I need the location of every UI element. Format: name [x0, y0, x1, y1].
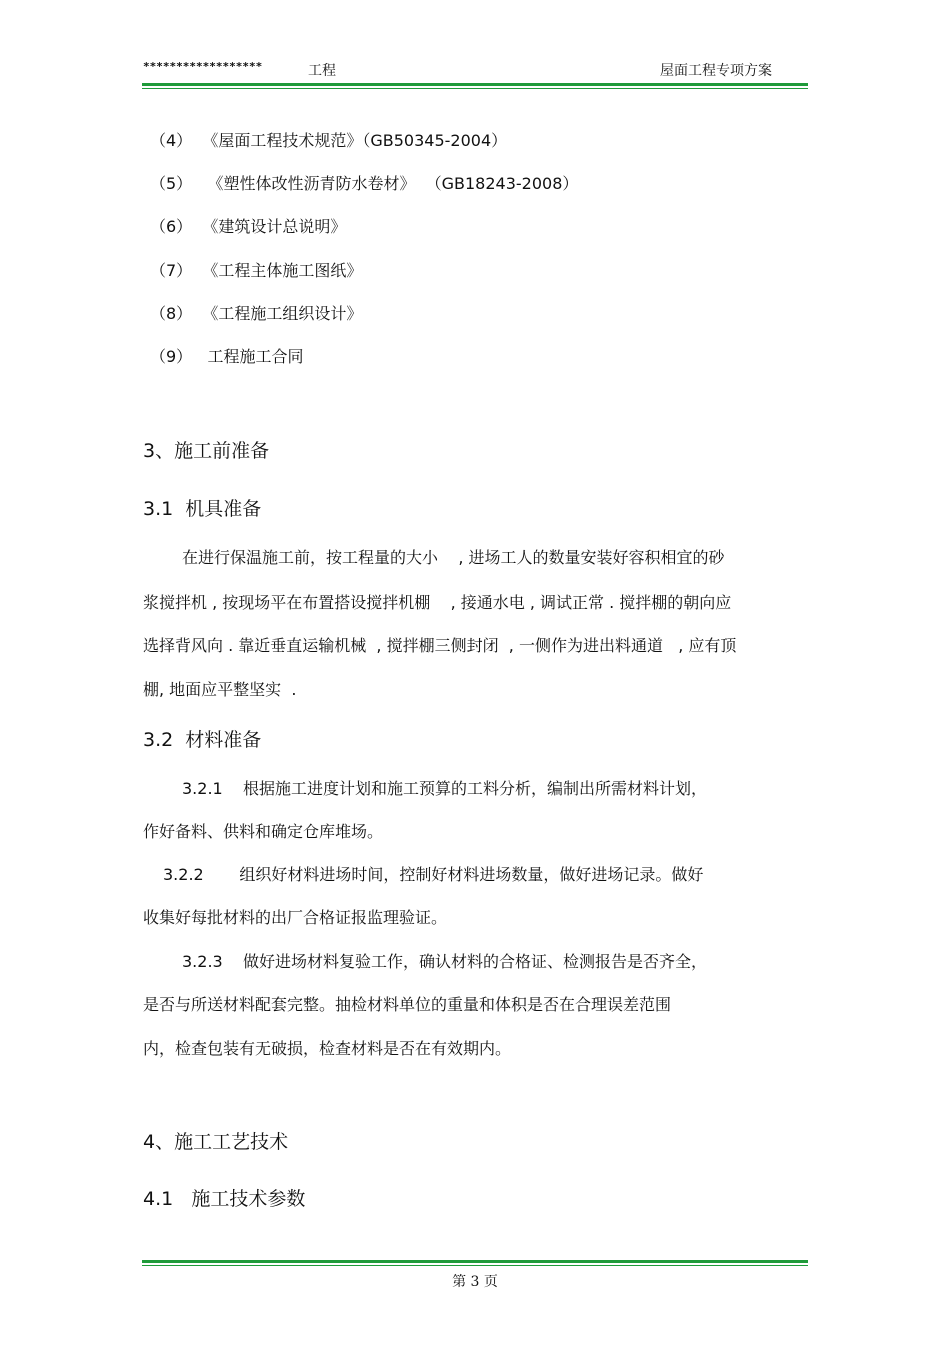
reference-item-4: （4） 《屋面工程技术规范》（GB50345-2004） — [150, 131, 508, 150]
page-number: 第 3 页 — [452, 1274, 498, 1290]
section-3-1-para-line: 在进行保温施工前，按工程量的大小 , 进场工人的数量安装好容积相宜的砂 — [182, 548, 725, 567]
header-rule-thick — [142, 83, 808, 86]
section-3-2-heading: 3.2 材料准备 — [143, 729, 262, 751]
reference-item-6: （6） 《建筑设计总说明》 — [150, 217, 347, 236]
section-3-2-3-line: 3.2.3 做好进场材料复验工作，确认材料的合格证、检测报告是否齐全， — [182, 952, 708, 971]
section-3-1-para-line: 浆搅拌机 , 按现场平在布置搭设搅拌机棚 , 接通水电 , 调试正常 . 搅拌棚的朝向应 — [143, 593, 732, 612]
reference-item-5: （5） 《塑性体改性沥青防水卷材》 （GB18243-2008） — [150, 174, 579, 193]
header-rule-thin — [142, 88, 808, 89]
header-masked-name: ****************** — [143, 60, 263, 73]
section-3-1-para-line: 选择背风向 . 靠近垂直运输机械 , 搅拌棚三侧封闭 , 一侧作为进出料通道 , 应有顶 — [143, 636, 737, 655]
section-3-heading: 3、施工前准备 — [143, 440, 270, 462]
section-3-1-heading: 3.1 机具准备 — [143, 498, 262, 520]
reference-item-8: （8） 《工程施工组织设计》 — [150, 304, 363, 323]
section-3-2-2-line: 3.2.2 组织好材料进场时间，控制好材料进场数量，做好进场记录。做好 — [163, 865, 704, 884]
reference-item-9: （9） 工程施工合同 — [150, 347, 304, 366]
section-3-2-1-line: 3.2.1 根据施工进度计划和施工预算的工料分析，编制出所需材料计划， — [182, 779, 708, 798]
footer-rule-thin — [142, 1265, 808, 1266]
section-3-2-3-line: 内，检查包装有无破损，检查材料是否在有效期内。 — [143, 1039, 512, 1058]
section-3-2-1-line: 作好备料、供料和确定仓库堆场。 — [143, 822, 384, 841]
header-document-title: 屋面工程专项方案 — [660, 63, 772, 79]
section-3-2-2-line: 收集好每批材料的出厂合格证报监理验证。 — [143, 908, 448, 927]
section-3-2-3-line: 是否与所送材料配套完整。抽检材料单位的重量和体积是否在合理误差范围 — [143, 995, 672, 1014]
section-4-1-heading: 4.1 施工技术参数 — [143, 1188, 306, 1210]
footer-rule-thick — [142, 1260, 808, 1263]
header-project-label: 工程 — [308, 63, 336, 79]
section-3-1-para-line: 棚, 地面应平整坚实 . — [143, 680, 297, 699]
section-4-heading: 4、施工工艺技术 — [143, 1131, 289, 1153]
reference-item-7: （7） 《工程主体施工图纸》 — [150, 261, 363, 280]
